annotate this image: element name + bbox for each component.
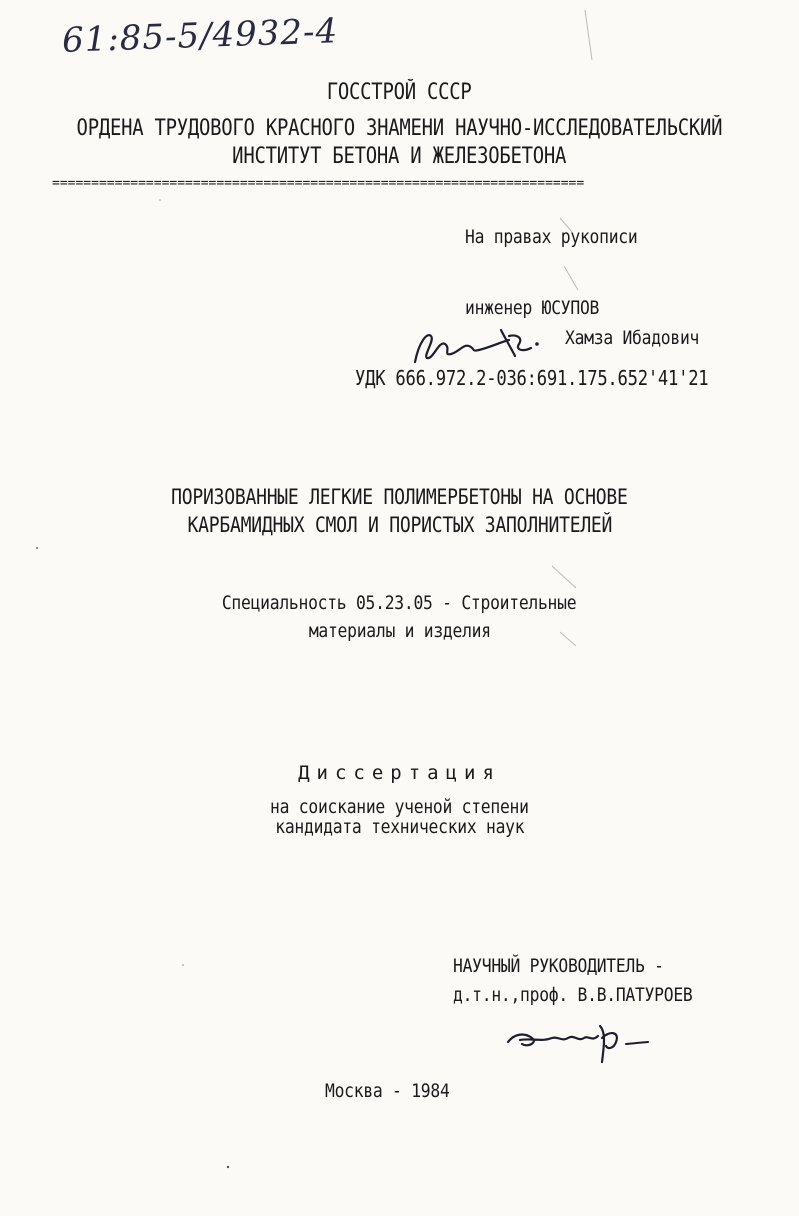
manuscript-rights-note: На правах рукописи: [465, 226, 638, 248]
thesis-title-line1: ПОРИЗОВАННЫЕ ЛЕГКИЕ ПОЛИМЕРБЕТОНЫ НА ОСНОВЕ: [171, 485, 628, 509]
institute-heading-line1: ОРДЕНА ТРУДОВОГО КРАСНОГО ЗНАМЕНИ НАУЧНО-ИССЛЕДОВАТЕЛЬСКИЙ: [76, 116, 723, 141]
degree-line2: кандидата технических наук: [274, 816, 525, 838]
document-type: Диссертация: [298, 762, 501, 784]
thesis-title-line2: КАРБАМИДНЫХ СМОЛ И ПОРИСТЫХ ЗАПОЛНИТЕЛЕЙ: [187, 513, 612, 537]
specialty-line1: Специальность 05.23.05 - Строительные: [222, 592, 577, 614]
institute-heading-line2: ИНСТИТУТ БЕТОНА И ЖЕЛЕЗОБЕТОНА: [232, 144, 567, 169]
author-given-names: Хамза Ибадович: [565, 327, 700, 349]
specialty-line2: материалы и изделия: [308, 620, 491, 642]
author-title-surname: инженер ЮСУПОВ: [465, 297, 600, 319]
place-and-year: Москва - 1984: [325, 1080, 450, 1102]
degree-line1: на соискание ученой степени: [270, 796, 529, 818]
ministry-heading: ГОССТРОЙ СССР: [327, 80, 472, 105]
supervisor-role: НАУЧНЫЙ РУКОВОДИТЕЛЬ -: [453, 955, 664, 977]
udk-classification: УДК 666.972.2-036:691.175.652'41'21: [355, 366, 709, 390]
double-line-separator: ====================================================================: [52, 177, 585, 190]
supervisor-name: д.т.н.,проф. В.В.ПАТУРОЕВ: [453, 984, 693, 1006]
archive-handwritten-mark: 61:85-5/4932-4: [61, 11, 339, 61]
